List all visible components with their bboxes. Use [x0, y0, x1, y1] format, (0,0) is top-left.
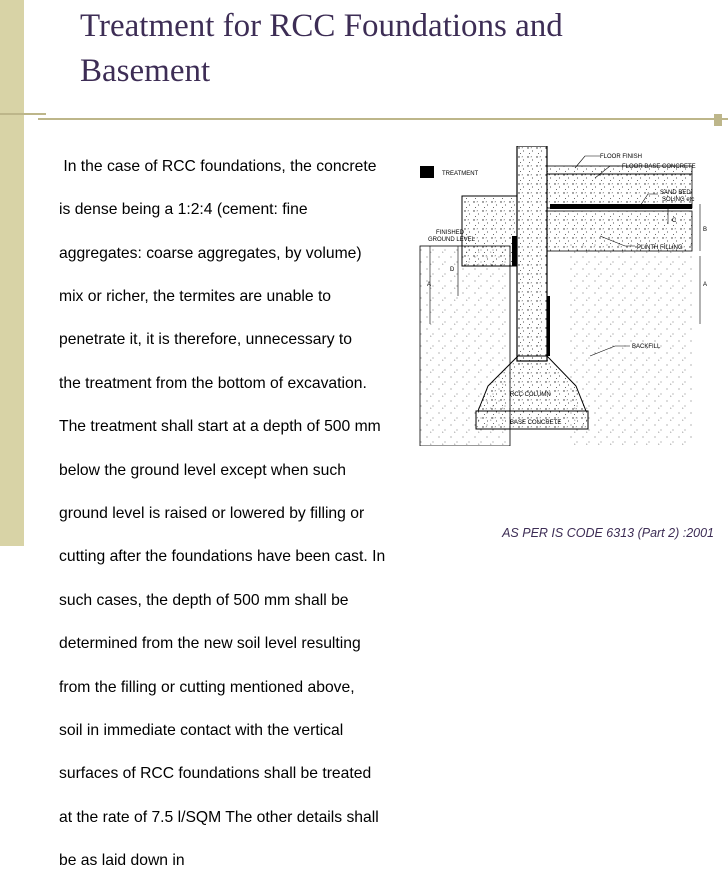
finished-label: FINISHED	[436, 230, 465, 236]
body-line: soil in immediate contact with the vertical	[59, 721, 344, 739]
sand-bed-label: SAND BED/	[660, 190, 693, 196]
body-paragraph	[59, 134, 439, 894]
treatment-band	[512, 236, 517, 266]
slide-title: Treatment for RCC Foundations and Basement	[80, 8, 563, 89]
body-line: aggregates: coarse aggregates, by volume)	[59, 244, 362, 262]
dim-a-left-label: A	[427, 282, 432, 288]
backfill-label: BACKFILL	[632, 344, 661, 350]
floor-base-label: FLOOR BASE CONCRETE	[622, 164, 696, 170]
body-line: In the case of RCC foundations, the concrete	[59, 157, 377, 175]
body-line: surfaces of RCC foundations shall be treated	[59, 765, 372, 783]
treatment-band	[547, 296, 550, 356]
body-line: mix or richer, the termites are unable to	[59, 287, 332, 305]
dim-a-right-label: A	[703, 282, 708, 288]
body-line: the treatment from the bottom of excavation.	[59, 374, 367, 392]
dim-c-label: C	[672, 218, 677, 224]
body-line: below the ground level except when such	[59, 461, 346, 479]
rcc-column-shape	[517, 146, 547, 361]
code-reference: AS PER IS CODE 6313 (Part 2) :2001	[502, 526, 714, 540]
body-line: ground level is raised or lowered by filling or	[59, 504, 365, 522]
left-accent-bar	[0, 0, 24, 546]
base-concrete-label: BASE CONCRETE	[510, 420, 562, 426]
foundation-diagram-svg	[400, 146, 720, 446]
body-line: penetrate it, it is therefore, unnecessary to	[59, 331, 352, 349]
rcc-column-label: RCC COLUMN	[510, 392, 551, 398]
body-line: is dense being a 1:2:4 (cement: fine	[59, 201, 308, 219]
title-rule	[38, 118, 728, 120]
dim-d-label: D	[450, 267, 455, 273]
body-line: at the rate of 7.5 l/SQM The other details shall	[59, 808, 379, 826]
body-line: such cases, the depth of 500 mm shall be	[59, 591, 349, 609]
treatment-legend-swatch	[420, 166, 434, 178]
floor-finish-label: FLOOR FINISH	[600, 154, 643, 160]
title-rule-left	[0, 113, 46, 115]
body-line: be as laid down in	[59, 852, 185, 870]
body-line: from the filling or cutting mentioned above,	[59, 678, 355, 696]
plinth-filling-label: PLINTH FILLING	[637, 245, 683, 251]
ground-level-label: GROUND LEVEL	[428, 237, 476, 243]
treatment-label: TREATMENT	[442, 171, 479, 177]
body-line: cutting after the foundations have been cast. In	[59, 548, 386, 566]
plinth-wall	[462, 196, 517, 266]
soling-label: SOLING etc	[662, 197, 695, 203]
body-line: The treatment shall start at a depth of 500 mm	[59, 418, 381, 436]
body-line: determined from the new soil level resulting	[59, 635, 361, 653]
slab-treatment-band	[550, 204, 692, 209]
rule-accent-block	[714, 114, 722, 126]
foundation-section-diagram	[400, 146, 720, 446]
dim-b-label: B	[703, 227, 708, 233]
